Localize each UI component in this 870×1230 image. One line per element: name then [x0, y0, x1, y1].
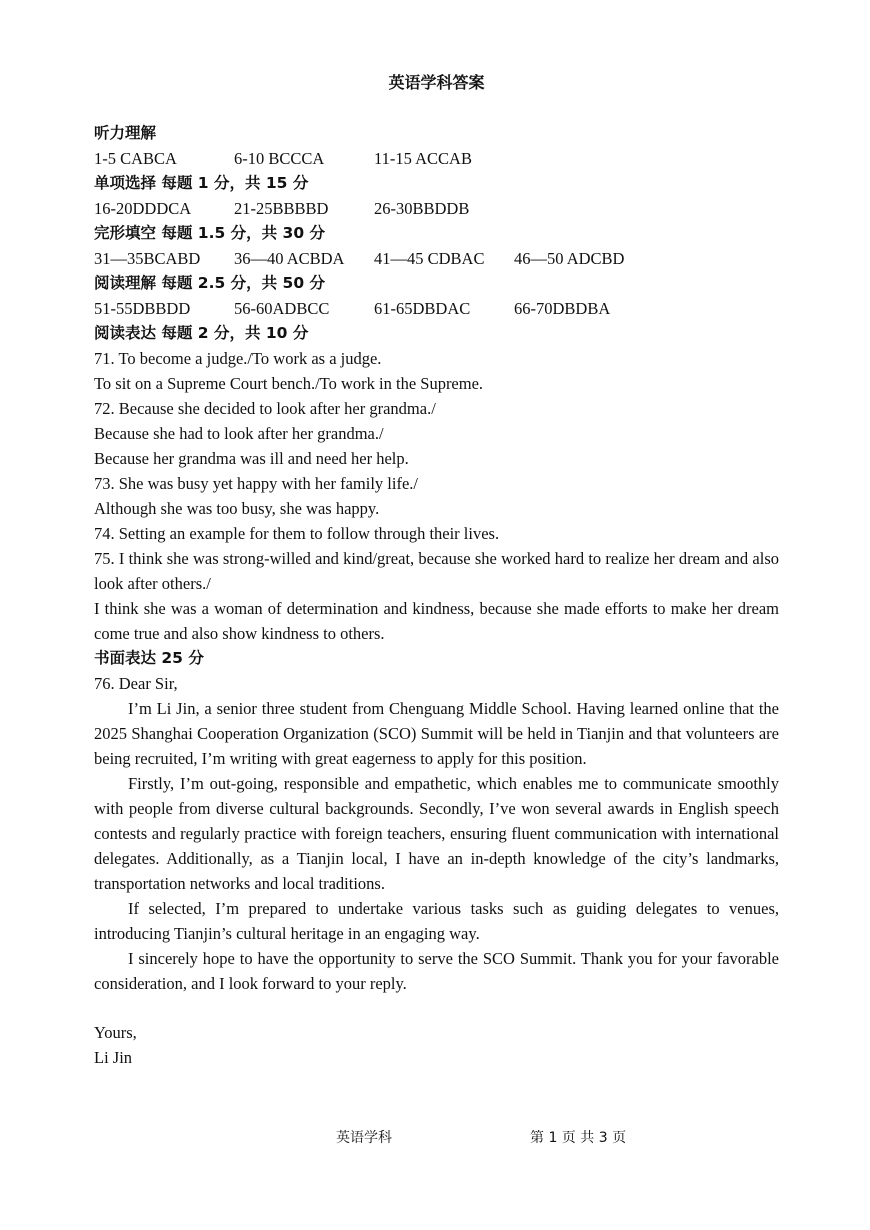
- section-heading-writing: 书面表达 25 分: [94, 649, 204, 667]
- section-heading-reading: 阅读理解 每题 2.5 分，共 50 分: [94, 274, 326, 292]
- answer-group: 56-60ADBCC: [234, 299, 330, 318]
- page-content: [94, 71, 779, 1070]
- answer-group: 61-65DBDAC: [374, 299, 471, 318]
- footer-page-number: 第 1 页 共 3 页: [530, 1130, 627, 1146]
- letter-paragraph: Firstly, I’m out-going, responsible and empathetic, which enables me to communicate smoothly with people from diverse cultural backgrounds. Secondly, I’ve won several awards in English speech contests and regularly practice with foreign teachers, ensuring fluent communication with international delegates. Additionally, as a Tianjin local, I have an in-depth knowledge of the city’s landmarks, transportation networks and local traditions.: [94, 774, 779, 893]
- answer-line: 72. Because she decided to look after her grandma./: [94, 399, 436, 418]
- letter-paragraph: I sincerely hope to have the opportunity to serve the SCO Summit. Thank you for your favorable consideration, and I look forward to your reply.: [94, 949, 779, 993]
- answer-group: 16-20DDDCA: [94, 199, 192, 218]
- page-title: 英语学科答案: [388, 73, 485, 92]
- answer-paragraph-75b: I think she was a woman of determination and kindness, because she made efforts to make her dream come true and also show kindness to others.: [94, 599, 779, 643]
- letter-paragraph: If selected, I’m prepared to undertake various tasks such as guiding delegates to venues, introducing Tianjin’s cultural heritage in an engaging way.: [94, 899, 779, 943]
- footer-subject: 英语学科: [336, 1130, 392, 1146]
- answer-row-cloze: [94, 246, 779, 271]
- letter-signature: Li Jin: [94, 1048, 133, 1067]
- letter-paragraph: I’m Li Jin, a senior three student from Chenguang Middle School. Having learned online that the 2025 Shanghai Cooperation Organization (SCO) Summit will be held in Tianjin and that volunteers are being recruited, I’m writing with great eagerness to apply for this position.: [94, 699, 779, 768]
- answer-line: To sit on a Supreme Court bench./To work in the Supreme.: [94, 374, 484, 393]
- answer-group: 1-5 CABCA: [94, 149, 177, 168]
- answer-row-single-choice: [94, 196, 779, 221]
- answer-paragraph-75a: 75. I think she was strong-willed and kind/great, because she worked hard to realize her dream and also look after others./: [94, 549, 779, 593]
- answer-group: 66-70DBDBA: [514, 299, 611, 318]
- answer-line: 74. Setting an example for them to follow through their lives.: [94, 524, 500, 543]
- answer-line: Although she was too busy, she was happy.: [94, 499, 380, 518]
- letter-closing: Yours,: [94, 1023, 137, 1042]
- page-footer: [0, 1126, 870, 1150]
- answer-group: 31—35BCABD: [94, 249, 201, 268]
- section-heading-cloze: 完形填空 每题 1.5 分，共 30 分: [94, 224, 326, 242]
- answer-line: 73. She was busy yet happy with her family life./: [94, 474, 418, 493]
- section-heading-listening: 听力理解: [94, 124, 157, 142]
- answer-line: Because her grandma was ill and need her help.: [94, 449, 409, 468]
- answer-group: 11-15 ACCAB: [374, 149, 472, 168]
- answer-group: 6-10 BCCCA: [234, 149, 325, 168]
- letter-salutation: 76. Dear Sir,: [94, 674, 178, 693]
- answer-group: 51-55DBBDD: [94, 299, 191, 318]
- answer-line: 71. To become a judge./To work as a judge.: [94, 349, 382, 368]
- answer-group: 41—45 CDBAC: [374, 249, 485, 268]
- answer-group: 26-30BBDDB: [374, 199, 470, 218]
- answer-group: 21-25BBBBD: [234, 199, 329, 218]
- answer-row-listening: [94, 146, 779, 171]
- section-heading-reading-expression: 阅读表达 每题 2 分，共 10 分: [94, 324, 309, 342]
- answer-row-reading: [94, 296, 779, 321]
- spacer: [94, 996, 779, 1020]
- section-heading-single-choice: 单项选择 每题 1 分，共 15 分: [94, 174, 309, 192]
- answer-line: Because she had to look after her grandma./: [94, 424, 384, 443]
- answer-group: 46—50 ADCBD: [514, 249, 625, 268]
- answer-group: 36—40 ACBDA: [234, 249, 345, 268]
